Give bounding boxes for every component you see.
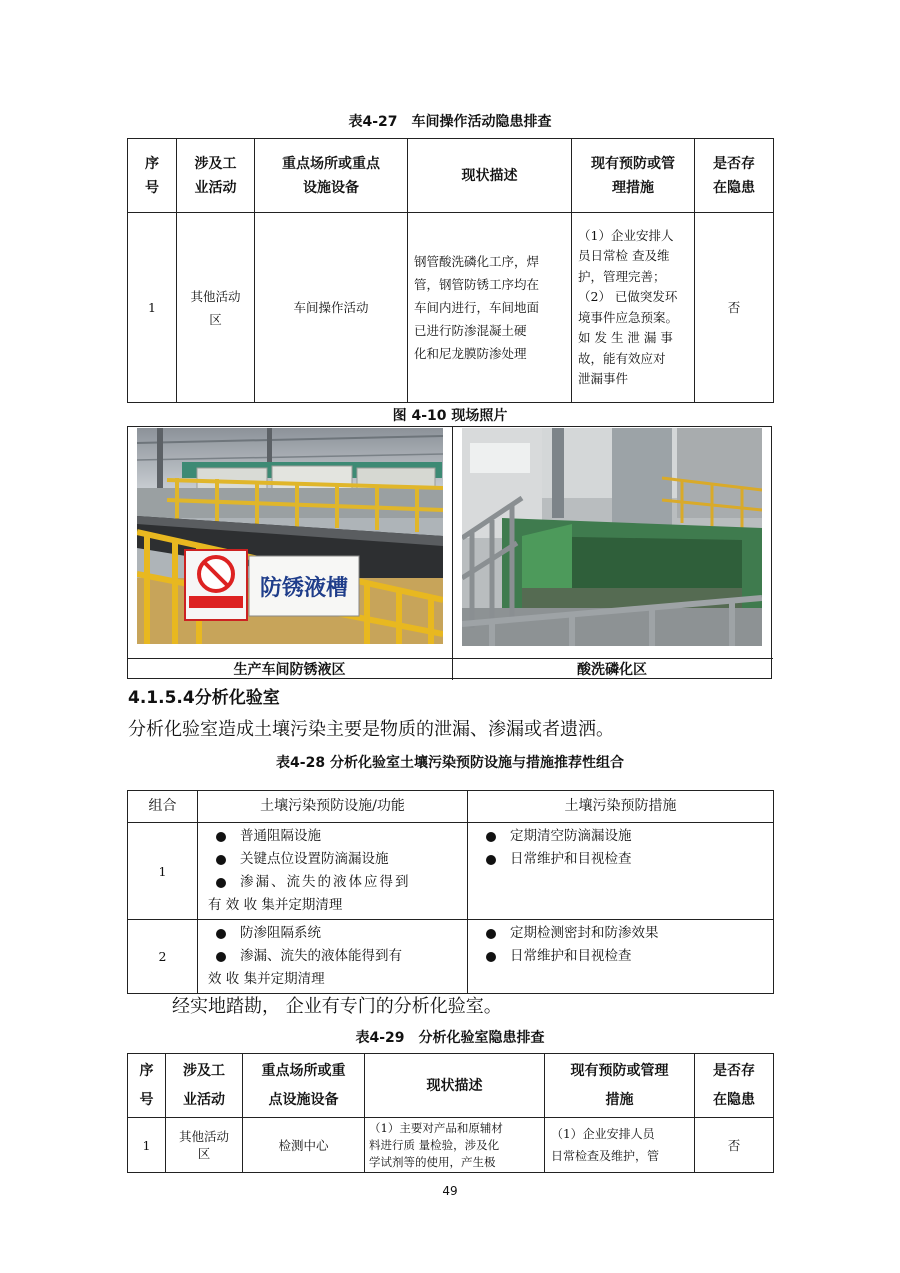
header-serial: 序 号: [128, 1054, 166, 1118]
cell-facilities-2: 防渗阻隔系统 渗漏、流失的液体能得到有 效 收 集并定期清理: [198, 920, 468, 994]
list-item: 关键点位设置防滴漏设施: [208, 848, 457, 871]
cell-activity: 其他活动 区: [177, 213, 255, 403]
list-item: 日常维护和目视检查: [478, 848, 763, 871]
header-description: 现状描述: [408, 139, 572, 213]
list-item: 定期检测密封和防渗效果: [478, 922, 763, 945]
photo-anti-rust-tank: [137, 428, 443, 644]
cell-hazard: 否: [695, 213, 774, 403]
left-photo-caption: 生产车间防锈液区: [233, 662, 346, 678]
section-paragraph: 分析化验室造成土壤污染主要是物质的泄漏、渗漏或者遗洒。: [128, 719, 614, 740]
cell-hazard: 否: [695, 1118, 774, 1173]
photo-pickling-area: [462, 428, 762, 646]
header-facilities: 土壤污染预防设施/功能: [198, 791, 468, 823]
page-number: 49: [442, 1184, 458, 1198]
header-measures: 土壤污染预防措施: [468, 791, 774, 823]
cell-site: 车间操作活动: [255, 213, 408, 403]
header-combination: 组合: [128, 791, 198, 823]
list-item: 防渗阻隔系统: [208, 922, 457, 945]
cell-combination-1: 1: [128, 823, 198, 920]
cell-description: （1）主要对产品和原辅材 料进行质 量检验，涉及化 学试剂等的使用，产生极: [365, 1118, 545, 1173]
cell-description: 钢管酸洗磷化工序，焊 管，钢管防锈工序均在 车间内进行，车间地面 已进行防渗混凝土硬 化和尼龙膜防渗处理: [408, 213, 572, 403]
header-activity: 涉及工 业活动: [166, 1054, 243, 1118]
table-4-28: [127, 790, 774, 994]
cell-measures: （1）企业安排人 员日常检 查及维 护，管理完善； （2） 已做突发环 境事件应急预案。 如 发 生 泄 漏 事 故，能有效应对 泄漏事件: [572, 213, 695, 403]
cell-combination-2: 2: [128, 920, 198, 994]
figure-4-10-caption: 图 4-10 现场照片: [392, 408, 508, 424]
header-hazard: 是否存 在隐患: [695, 1054, 774, 1118]
table-4-29: [127, 1053, 774, 1173]
cell-serial: 1: [128, 1118, 166, 1173]
header-description: 现状描述: [365, 1054, 545, 1118]
cell-activity: 其他活动 区: [166, 1118, 243, 1173]
table-4-29-caption: 表4-29 分析化验室隐患排查: [355, 1030, 545, 1046]
cell-measures: （1）企业安排人员 日常检查及维护，管: [545, 1118, 695, 1173]
table-4-27: [127, 138, 774, 403]
header-site: 重点场所或重点 设施设备: [255, 139, 408, 213]
list-item: 日常维护和目视检查: [478, 945, 763, 968]
list-item: 普通阻隔设施: [208, 825, 457, 848]
section-heading: 4.1.5.4分析化验室: [128, 688, 280, 708]
header-serial: 序 号: [128, 139, 177, 213]
header-activity: 涉及工 业活动: [177, 139, 255, 213]
header-site: 重点场所或重 点设施设备: [243, 1054, 365, 1118]
cell-site: 检测中心: [243, 1118, 365, 1173]
table-4-28-caption: 表4-28 分析化验室土壤污染预防设施与措施推荐性组合: [276, 755, 624, 771]
list-item: 渗漏、流失的液体应得到: [208, 871, 457, 894]
tank-sign-text: 防锈液槽: [259, 576, 349, 601]
header-measures: 现有预防或管理 措施: [545, 1054, 695, 1118]
paragraph-site-survey: 经实地踏勘， 企业有专门的分析化验室。: [172, 996, 502, 1017]
header-measures: 现有预防或管 理措施: [572, 139, 695, 213]
cell-measures-2: [468, 920, 774, 994]
list-item: 定期清空防滴漏设施: [478, 825, 763, 848]
cell-serial: 1: [128, 213, 177, 403]
header-hazard: 是否存 在隐患: [695, 139, 774, 213]
cell-measures-1: [468, 823, 774, 920]
cell-facilities-1: 普通阻隔设施 关键点位设置防滴漏设施 渗漏、流失的液体应得到 有 效 收 集并定期清理: [198, 823, 468, 920]
table-4-27-caption: 表4-27 车间操作活动隐患排查: [348, 114, 552, 130]
right-photo-caption: 酸洗磷化区: [577, 662, 647, 678]
list-item: 渗漏、流失的液体能得到有: [208, 945, 457, 968]
